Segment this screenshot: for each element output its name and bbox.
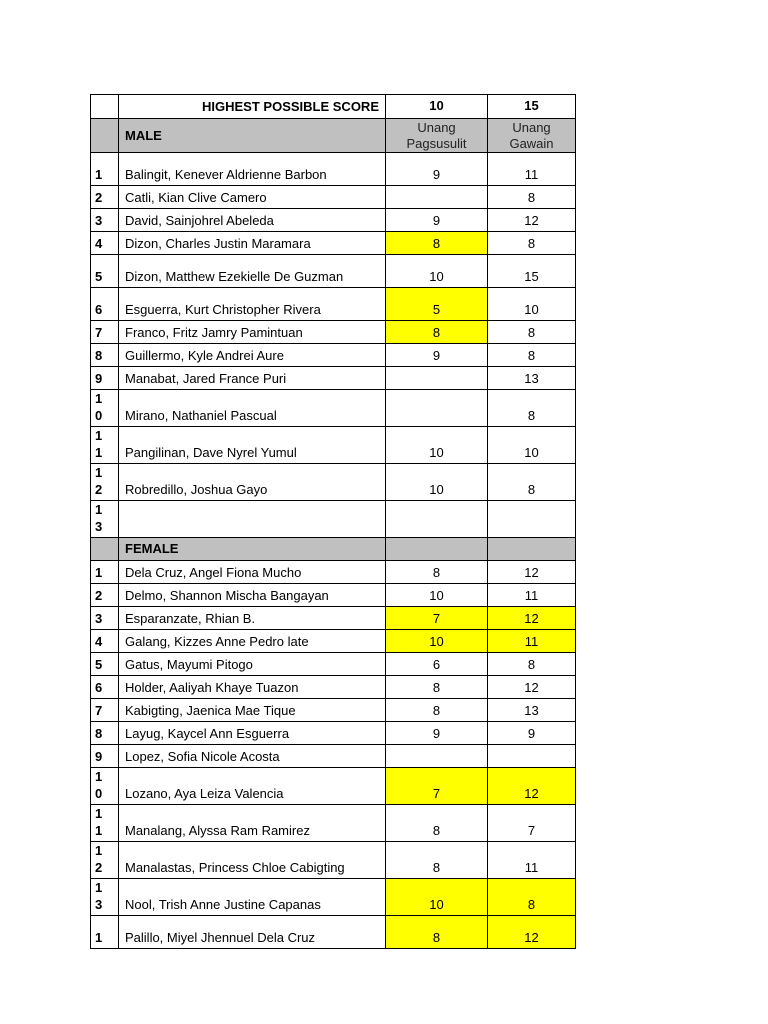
row-number: 1: [91, 153, 119, 186]
student-name: Lozano, Aya Leiza Valencia: [119, 768, 386, 805]
student-row: [91, 209, 576, 232]
row-number: 6: [91, 288, 119, 321]
row-number-digit: 0: [95, 408, 103, 423]
row-number: 5: [91, 653, 119, 676]
score-unang-gawain: 13: [488, 367, 576, 390]
student-row: [91, 768, 576, 805]
student-name: Esparanzate, Rhian B.: [119, 607, 386, 630]
score-unang-pagsusulit: 10: [386, 255, 488, 288]
score-unang-pagsusulit: [386, 367, 488, 390]
row-number: 2: [91, 584, 119, 607]
row-number: [91, 805, 119, 842]
student-row: [91, 607, 576, 630]
row-number: 7: [91, 699, 119, 722]
score-unang-gawain: [488, 501, 576, 538]
score-unang-gawain: 12: [488, 768, 576, 805]
student-row: [91, 390, 576, 427]
student-name: Guillermo, Kyle Andrei Aure: [119, 344, 386, 367]
student-name: Kabigting, Jaenica Mae Tique: [119, 699, 386, 722]
male-section-header: [91, 119, 576, 153]
score-unang-gawain: 8: [488, 464, 576, 501]
score-unang-gawain: 8: [488, 321, 576, 344]
score-unang-pagsusulit: 7: [386, 607, 488, 630]
score-unang-gawain: 12: [488, 561, 576, 584]
student-name: Nool, Trish Anne Justine Capanas: [119, 879, 386, 916]
score-unang-pagsusulit: 8: [386, 232, 488, 255]
score-unang-gawain: 8: [488, 390, 576, 427]
row-number: [91, 501, 119, 538]
score-unang-pagsusulit: 9: [386, 722, 488, 745]
student-name: Dela Cruz, Angel Fiona Mucho: [119, 561, 386, 584]
row-number: 7: [91, 321, 119, 344]
score-unang-gawain: 8: [488, 232, 576, 255]
student-row: [91, 367, 576, 390]
student-row: [91, 584, 576, 607]
row-number-digit: 2: [95, 482, 103, 497]
student-row: [91, 427, 576, 464]
max-score-col2: 15: [488, 95, 576, 119]
score-unang-gawain: 10: [488, 288, 576, 321]
row-number: [91, 427, 119, 464]
score-unang-gawain: 15: [488, 255, 576, 288]
student-row: [91, 321, 576, 344]
row-number: 4: [91, 232, 119, 255]
row-number-digit: 3: [95, 897, 103, 912]
student-name: Balingit, Kenever Aldrienne Barbon: [119, 153, 386, 186]
score-unang-pagsusulit: 8: [386, 699, 488, 722]
student-row: [91, 916, 576, 949]
row-number-digit: 2: [95, 860, 103, 875]
score-unang-gawain: 7: [488, 805, 576, 842]
score-unang-pagsusulit: [386, 390, 488, 427]
score-unang-pagsusulit: 7: [386, 768, 488, 805]
female-section-blank-col1: [386, 538, 488, 561]
student-name: Layug, Kaycel Ann Esguerra: [119, 722, 386, 745]
score-unang-gawain: 12: [488, 916, 576, 949]
score-unang-pagsusulit: 9: [386, 344, 488, 367]
row-number-digit: 3: [95, 519, 103, 534]
row-number-digit: 1: [95, 880, 103, 895]
score-unang-pagsusulit: 10: [386, 464, 488, 501]
row-number-digit: 1: [95, 445, 103, 460]
score-unang-pagsusulit: 8: [386, 916, 488, 949]
row-number: 8: [91, 722, 119, 745]
score-unang-gawain: 12: [488, 676, 576, 699]
student-name: Manabat, Jared France Puri: [119, 367, 386, 390]
score-unang-pagsusulit: 8: [386, 842, 488, 879]
row-number: 1: [91, 561, 119, 584]
student-name: Holder, Aaliyah Khaye Tuazon: [119, 676, 386, 699]
row-number-digit: 1: [95, 823, 103, 838]
column-title-unang-pagsusulit: Unang Pagsusulit: [386, 119, 488, 153]
row-number: 3: [91, 209, 119, 232]
student-name: Dizon, Matthew Ezekielle De Guzman: [119, 255, 386, 288]
row-number: 5: [91, 255, 119, 288]
row-number: 8: [91, 344, 119, 367]
row-number-digit: 1: [95, 843, 103, 858]
score-unang-pagsusulit: 9: [386, 209, 488, 232]
student-row: [91, 186, 576, 209]
student-row: [91, 153, 576, 186]
score-unang-gawain: [488, 745, 576, 768]
student-row: [91, 501, 576, 538]
column-title-unang-gawain: Unang Gawain: [488, 119, 576, 153]
student-name: Delmo, Shannon Mischa Bangayan: [119, 584, 386, 607]
student-name: Esguerra, Kurt Christopher Rivera: [119, 288, 386, 321]
student-name: Franco, Fritz Jamry Pamintuan: [119, 321, 386, 344]
student-row: [91, 255, 576, 288]
row-number: [91, 879, 119, 916]
student-row: [91, 630, 576, 653]
score-unang-pagsusulit: 10: [386, 427, 488, 464]
student-name: David, Sainjohrel Abeleda: [119, 209, 386, 232]
row-number: 6: [91, 676, 119, 699]
score-unang-gawain: 8: [488, 186, 576, 209]
score-unang-gawain: 10: [488, 427, 576, 464]
row-number: 9: [91, 745, 119, 768]
score-unang-pagsusulit: [386, 501, 488, 538]
row-number: [91, 842, 119, 879]
score-unang-gawain: 11: [488, 584, 576, 607]
student-name: Robredillo, Joshua Gayo: [119, 464, 386, 501]
female-section-label: FEMALE: [119, 538, 386, 561]
student-row: [91, 842, 576, 879]
row-number: [91, 768, 119, 805]
score-unang-pagsusulit: 10: [386, 879, 488, 916]
row-number-digit: 1: [95, 428, 103, 443]
student-name: Galang, Kizzes Anne Pedro late: [119, 630, 386, 653]
row-number-digit: 1: [95, 465, 103, 480]
score-unang-gawain: 12: [488, 209, 576, 232]
row-number-digit: 1: [95, 806, 103, 821]
score-unang-gawain: 12: [488, 607, 576, 630]
student-row: [91, 805, 576, 842]
score-unang-pagsusulit: 8: [386, 561, 488, 584]
score-unang-gawain: 11: [488, 630, 576, 653]
score-unang-pagsusulit: 8: [386, 805, 488, 842]
student-name: Catli, Kian Clive Camero: [119, 186, 386, 209]
row-number: 4: [91, 630, 119, 653]
student-name: Dizon, Charles Justin Maramara: [119, 232, 386, 255]
score-unang-pagsusulit: 10: [386, 630, 488, 653]
student-name: Lopez, Sofia Nicole Acosta: [119, 745, 386, 768]
highest-possible-score-label: HIGHEST POSSIBLE SCORE: [119, 95, 386, 119]
student-row: [91, 653, 576, 676]
row-number: 9: [91, 367, 119, 390]
student-name: Pangilinan, Dave Nyrel Yumul: [119, 427, 386, 464]
row-number-digit: 0: [95, 786, 103, 801]
student-name: Palillo, Miyel Jhennuel Dela Cruz: [119, 916, 386, 949]
student-row: [91, 288, 576, 321]
score-unang-gawain: 11: [488, 153, 576, 186]
row-number-digit: 1: [95, 391, 103, 406]
student-row: [91, 561, 576, 584]
grade-sheet-body: [91, 95, 576, 949]
score-unang-pagsusulit: [386, 745, 488, 768]
student-row: [91, 699, 576, 722]
row-number: 2: [91, 186, 119, 209]
score-unang-pagsusulit: 10: [386, 584, 488, 607]
row-number: [91, 390, 119, 427]
max-score-col1: 10: [386, 95, 488, 119]
header-row: [91, 95, 576, 119]
score-unang-gawain: 8: [488, 653, 576, 676]
male-section-label: MALE: [119, 119, 386, 153]
student-row: [91, 232, 576, 255]
row-number: [91, 464, 119, 501]
row-number: 3: [91, 607, 119, 630]
student-row: [91, 344, 576, 367]
student-row: [91, 722, 576, 745]
male-section-corner: [91, 119, 119, 153]
student-row: [91, 879, 576, 916]
score-unang-pagsusulit: [386, 186, 488, 209]
student-name: Manalang, Alyssa Ram Ramirez: [119, 805, 386, 842]
score-unang-pagsusulit: 8: [386, 321, 488, 344]
score-unang-gawain: 11: [488, 842, 576, 879]
score-unang-pagsusulit: 5: [386, 288, 488, 321]
female-section-blank-col2: [488, 538, 576, 561]
row-number-digit: 1: [95, 502, 103, 517]
score-unang-pagsusulit: 8: [386, 676, 488, 699]
header-corner-cell: [91, 95, 119, 119]
row-number: 1: [91, 916, 119, 949]
score-unang-gawain: 8: [488, 879, 576, 916]
female-section-corner: [91, 538, 119, 561]
student-row: [91, 676, 576, 699]
female-section-header: [91, 538, 576, 561]
student-row: [91, 745, 576, 768]
row-number-digit: 1: [95, 769, 103, 784]
student-name: Mirano, Nathaniel Pascual: [119, 390, 386, 427]
score-unang-pagsusulit: 6: [386, 653, 488, 676]
student-name: Gatus, Mayumi Pitogo: [119, 653, 386, 676]
score-unang-pagsusulit: 9: [386, 153, 488, 186]
score-unang-gawain: 9: [488, 722, 576, 745]
score-unang-gawain: 8: [488, 344, 576, 367]
student-name: [119, 501, 386, 538]
score-unang-gawain: 13: [488, 699, 576, 722]
student-row: [91, 464, 576, 501]
grade-sheet-table: [90, 94, 576, 949]
student-name: Manalastas, Princess Chloe Cabigting: [119, 842, 386, 879]
